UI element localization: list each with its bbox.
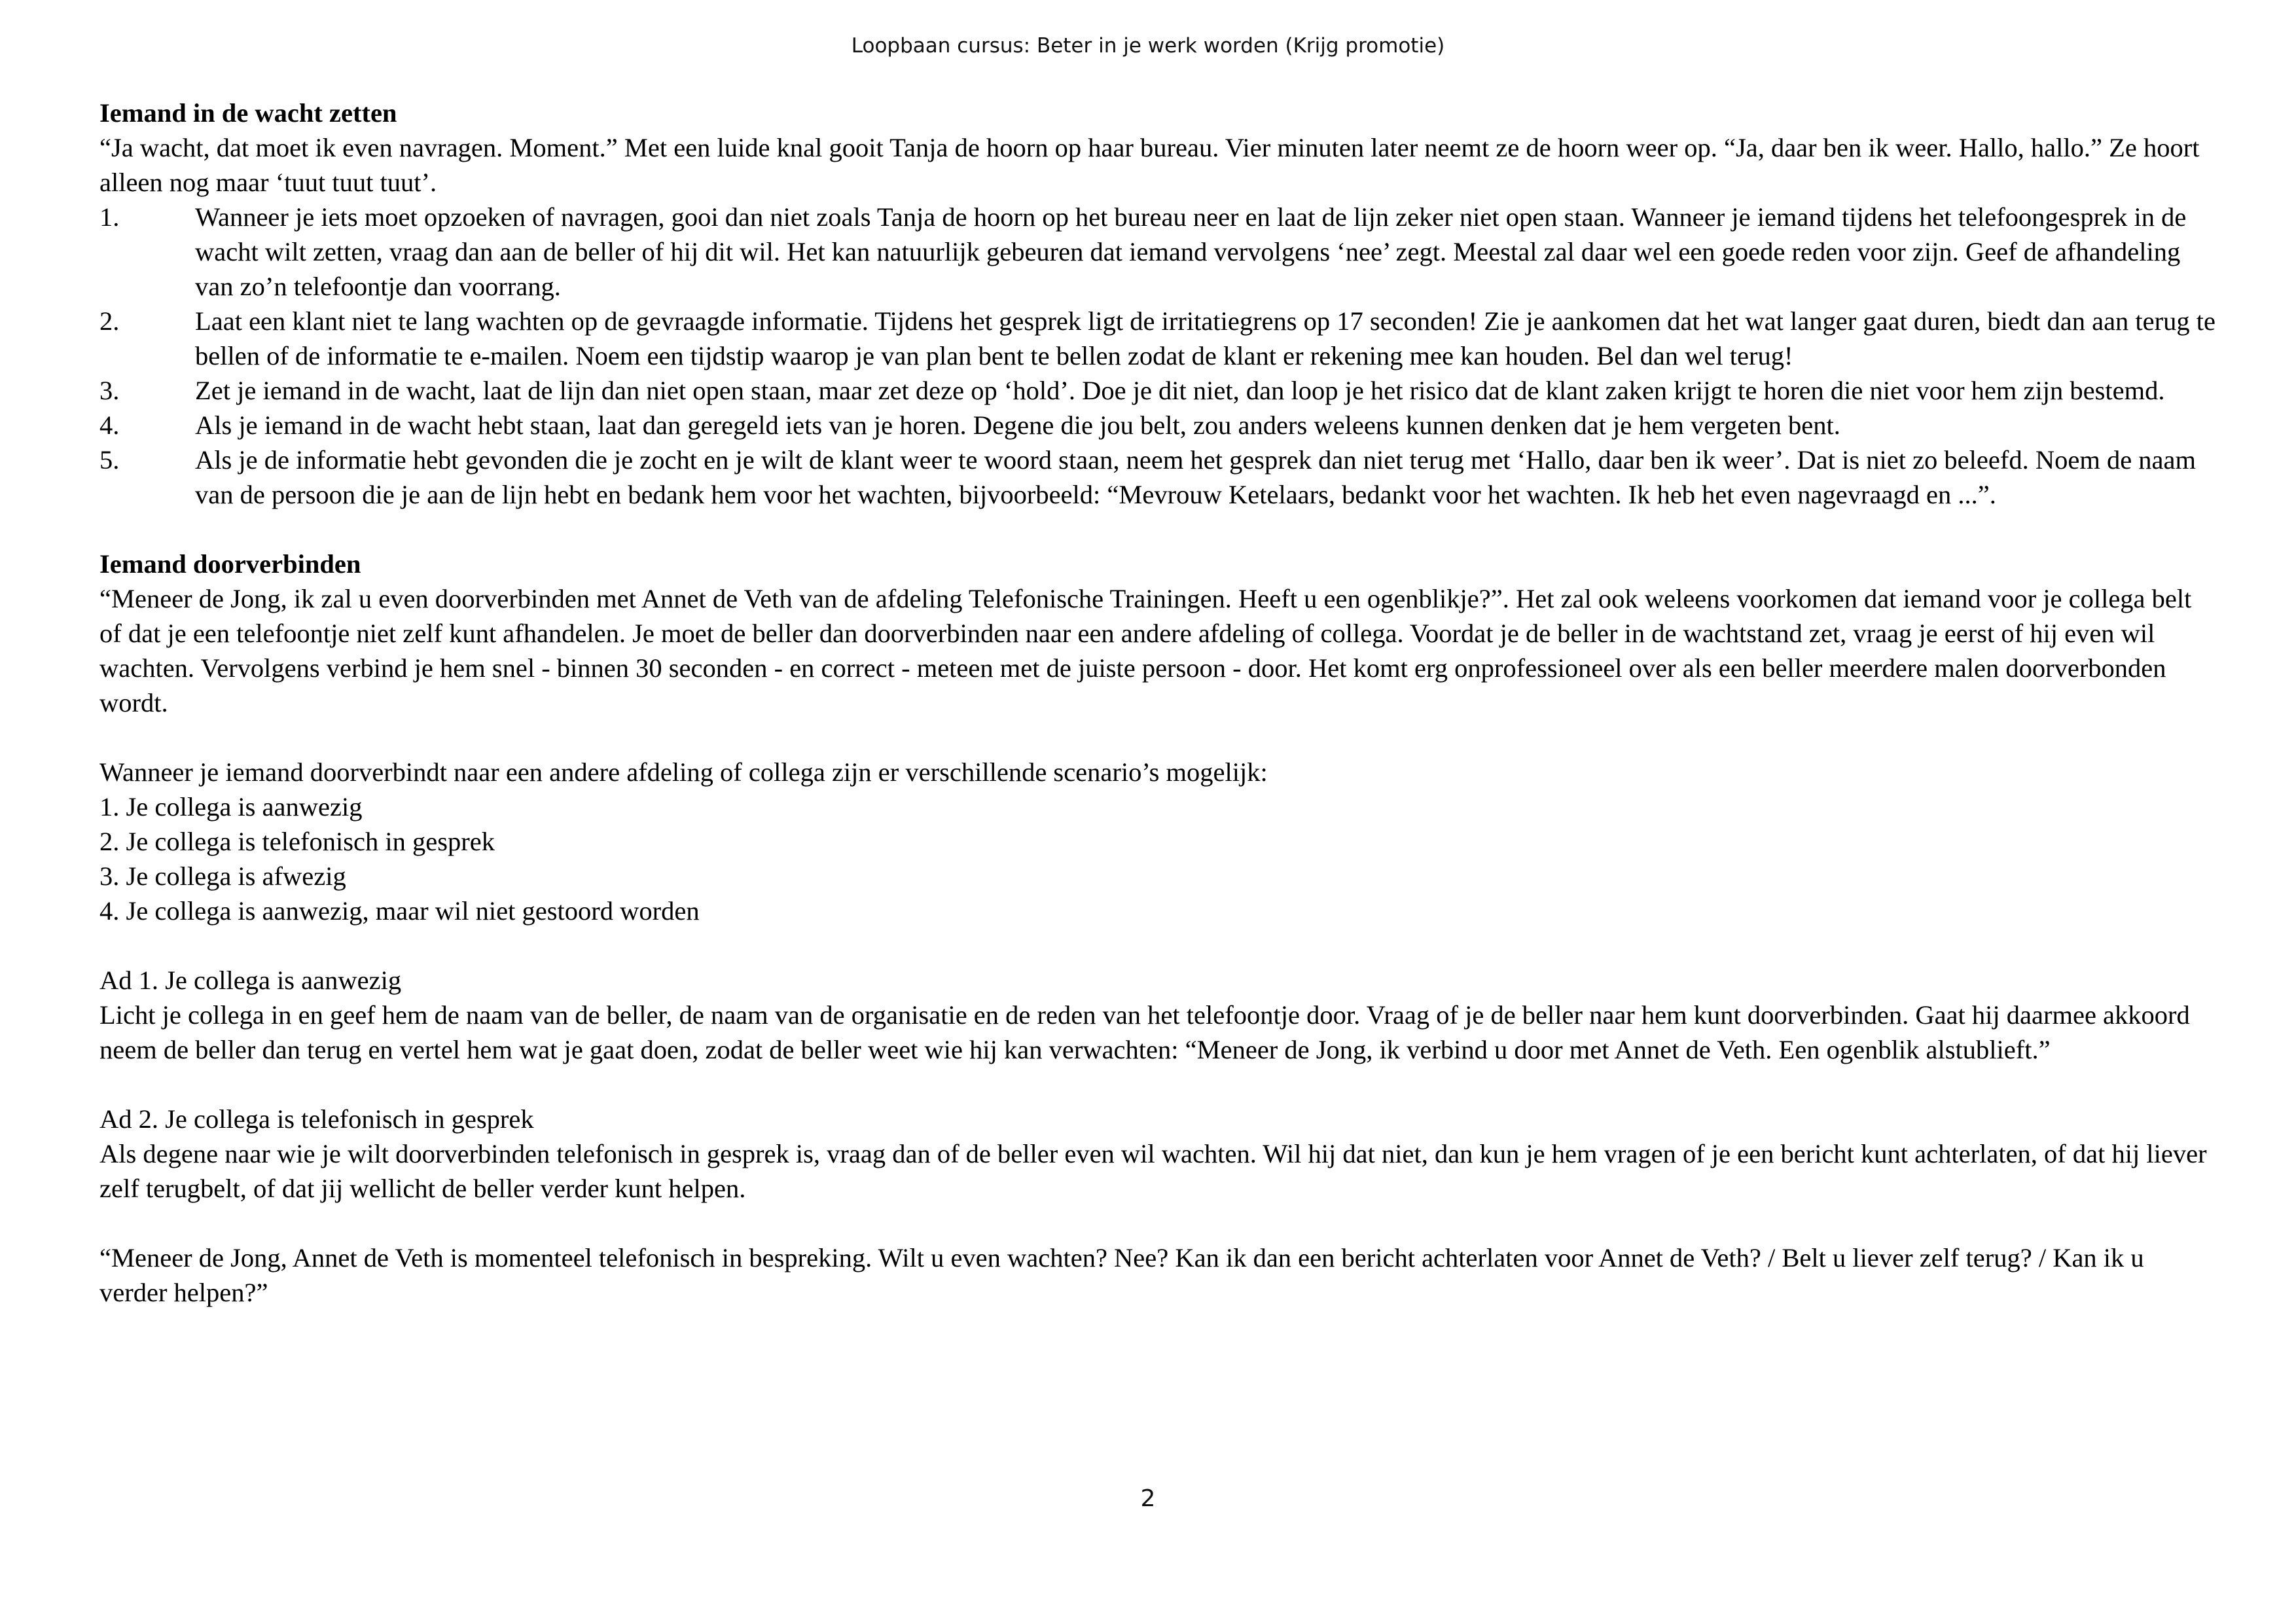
ad1-text: Licht je collega in en geef hem de naam van de beller, de naam van de organisatie en de reden van het telefoontje door. Vraag of je de beller naar hem kunt doorverbinden. Gaat hij daarmee akkoord neem de beller dan terug en vertel hem wat je gaat doen, zodat de beller weet wie hij kan verwachten: “Meneer de Jong, ik verbind u door met Annet de Veth. Een ogenblik alstublieft.”	[99, 1000, 2190, 1064]
list-item	[99, 200, 2217, 304]
list-item-text: Wanneer je iets moet opzoeken of navragen, gooi dan niet zoals Tanja de hoorn op het bureau neer en laat de lijn zeker niet open staan. Wanneer je iemand tijdens het telefoongesprek in de wacht wilt zetten, vraag dan aan de beller of hij dit wil. Het kan natuurlijk gebeuren dat iemand vervolgens ‘nee’ zegt. Meestal zal daar wel een goede reden voor zijn. Geef de afhandeling van zo’n telefoontje dan voorrang.	[195, 202, 2187, 301]
list-item	[99, 408, 2217, 442]
section-intro-doorverbinden: “Meneer de Jong, ik zal u even doorverbinden met Annet de Veth van de afdeling Telefonische Trainingen. Heeft u een ogenblikje?”. Het zal ook weleens voorkomen dat iemand voor je collega belt of dat je een telefoontje niet zelf kunt afhandelen. Je moet de beller dan doorverbinden naar een andere afdeling of collega. Voordat je de beller in de wachtstand zet, vraag je eerst of hij even wil wachten. Vervolgens verbind je hem snel - binnen 30 seconden - en correct - meteen met de juiste persoon - door. Het komt erg onprofessioneel over als een beller meerdere malen doorverbonden wordt.	[99, 584, 2192, 717]
scenarios-intro: Wanneer je iemand doorverbindt naar een andere afdeling of collega zijn er verschillende scenario’s mogelijk:	[99, 757, 1268, 787]
scenario-item: 4. Je collega is aanwezig, maar wil niet gestoord worden	[99, 896, 700, 926]
section-heading-wacht: Iemand in de wacht zetten	[99, 98, 397, 128]
list-item	[99, 373, 2217, 408]
list-item-text: Zet je iemand in de wacht, laat de lijn dan niet open staan, maar zet deze op ‘hold’. Doe je dit niet, dan loop je het risico dat de klant zaken krijgt te horen die niet voor hem zijn bestemd.	[195, 376, 2165, 405]
list-item	[99, 442, 2217, 512]
ad2-quote: “Meneer de Jong, Annet de Veth is momenteel telefonisch in bespreking. Wilt u even wachten? Nee? Kan ik dan een bericht achterlaten voor Annet de Veth? / Belt u liever zelf terug? / Kan ik u verder helpen?”	[99, 1243, 2144, 1307]
list-item-number: 3.	[99, 376, 120, 405]
list-item	[99, 304, 2217, 373]
page-number: 2	[1140, 1485, 1156, 1512]
list-item-text: Als je de informatie hebt gevonden die je zocht en je wilt de klant weer te woord staan, neem het gesprek dan niet terug met ‘Hallo, daar ben ik weer’. Dat is niet zo beleefd. Noem de naam van de persoon die je aan de lijn hebt en bedank hem voor het wachten, bijvoorbeeld: “Mevrouw Ketelaars, bedankt voor het wachten. Ik heb het even nagevraagd en ...”.	[195, 445, 2196, 509]
ad2-text: Als degene naar wie je wilt doorverbinden telefonisch in gesprek is, vraag dan of de beller even wil wachten. Wil hij dat niet, dan kun je hem vragen of je een bericht kunt achterlaten, of dat hij liever zelf terugbelt, of dat jij wellicht de beller verder kunt helpen.	[99, 1139, 2207, 1203]
paragraph-spacer	[99, 1206, 2217, 1240]
list-item-number: 4.	[99, 410, 120, 440]
running-header: Loopbaan cursus: Beter in je werk worden (Krijg promotie)	[851, 34, 1445, 58]
section-intro-wacht: “Ja wacht, dat moet ik even navragen. Moment.” Met een luide knal gooit Tanja de hoorn op haar bureau. Vier minuten later neemt ze de hoorn weer op. “Ja, daar ben ik weer. Hallo, hallo.” Ze hoort alleen nog maar ‘tuut tuut tuut’.	[99, 133, 2200, 197]
list-item-text: Laat een klant niet te lang wachten op de gevraagde informatie. Tijdens het gesprek ligt de irritatiegrens op 17 seconden! Zie je aankomen dat het wat langer gaat duren, biedt dan aan terug te bellen of de informatie te e-mailen. Noem een tijdstip waarop je van plan bent te bellen zodat de klant er rekening mee kan houden. Bel dan wel terug!	[195, 306, 2215, 370]
list-item-number: 5.	[99, 445, 120, 475]
paragraph-spacer	[99, 720, 2217, 755]
ad1-title: Ad 1. Je collega is aanwezig	[99, 965, 402, 995]
paragraph-spacer	[99, 928, 2217, 963]
list-item-text: Als je iemand in de wacht hebt staan, laat dan geregeld iets van je horen. Degene die jou belt, zou anders weleens kunnen denken dat je hem vergeten bent.	[195, 410, 1840, 440]
scenario-item: 1. Je collega is aanwezig	[99, 792, 363, 821]
numbered-list-wacht	[99, 200, 2217, 512]
section-heading-doorverbinden: Iemand doorverbinden	[99, 549, 361, 579]
paragraph-spacer	[99, 1067, 2217, 1102]
document-body	[99, 96, 2217, 1310]
list-item-number: 1.	[99, 202, 120, 232]
scenario-item: 2. Je collega is telefonisch in gesprek	[99, 827, 495, 856]
scenario-list	[99, 789, 2217, 928]
paragraph-spacer	[99, 512, 2217, 547]
list-item-number: 2.	[99, 306, 120, 336]
ad2-title: Ad 2. Je collega is telefonisch in gesprek	[99, 1104, 534, 1134]
scenario-item: 3. Je collega is afwezig	[99, 861, 346, 891]
